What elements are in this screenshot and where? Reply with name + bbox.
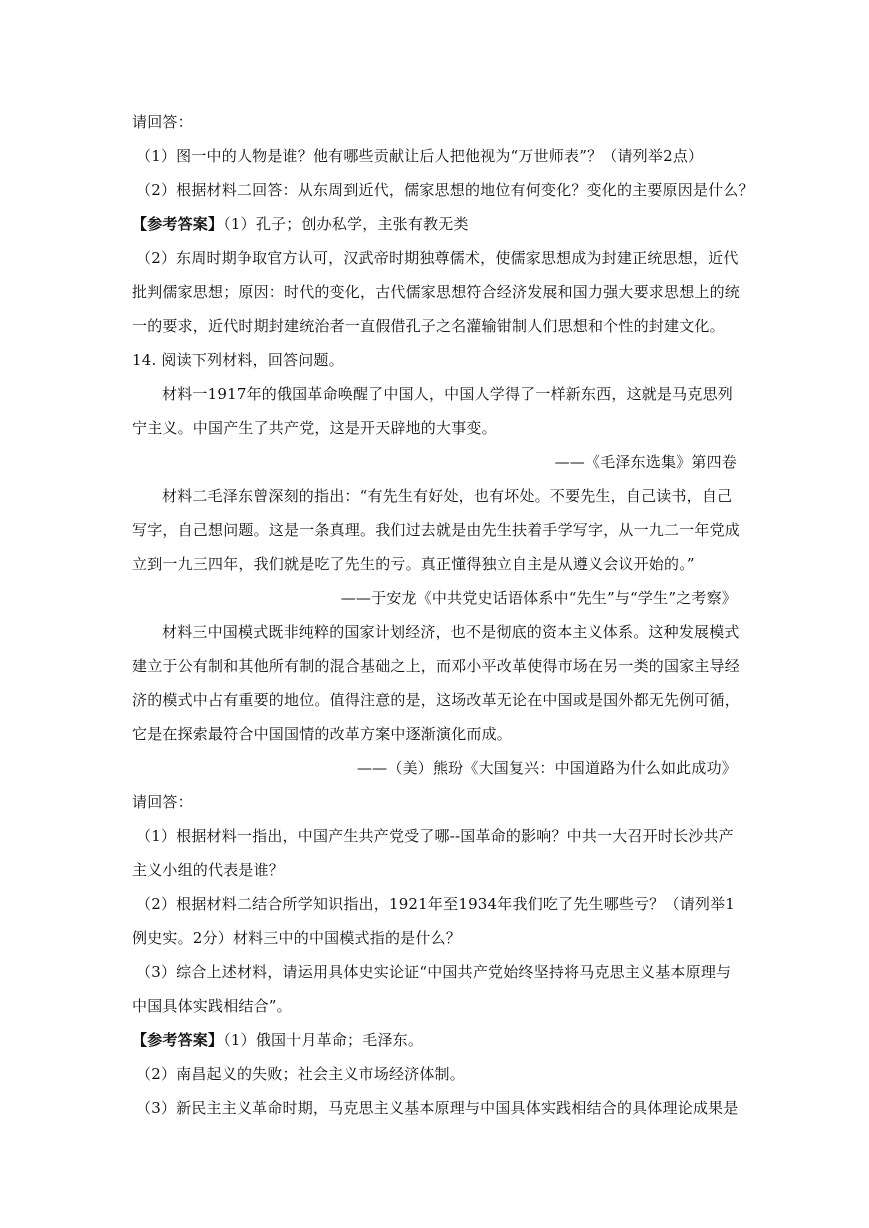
q14-question-1-line: （1）根据材料一指出，中国产生共产党受了哪--国革命的影响？中共一大召开时长沙共产	[136, 827, 734, 845]
q14-question-2-line: 例史实。2分）材料三中的中国模式指的是什么？	[132, 929, 461, 947]
material-1-line: 材料一1917年的俄国革命唤醒了中国人，中国人学得了一样新东西，这就是马克思列	[162, 385, 733, 403]
material-1-source: ——《毛泽东选集》第四卷	[554, 453, 737, 471]
material-2-source: ——于安龙《中共党史话语体系中“先生”与“学生”之考察》	[340, 589, 737, 607]
q14-answer-2: （2）南昌起义的失败；社会主义市场经济体制。	[136, 1065, 465, 1083]
answer-text: （1）孔子；创办私学，主张有教无类	[223, 215, 469, 233]
material-3-line: 建立于公有制和其他所有制的混合基础之上，而邓小平改革使得市场在另一类的国家主导经	[132, 657, 741, 675]
q14-prompt: 请回答：	[132, 793, 193, 811]
q14-answer-1	[132, 1030, 423, 1050]
q13-answer-2-line: 批判儒家思想；原因：时代的变化，古代儒家思想符合经济发展和国力强大要求思想上的统	[132, 283, 741, 301]
answer-label: 【参考答案】	[132, 1031, 224, 1049]
material-2-line: 材料二毛泽东曾深刻的指出：“有先生有好处，也有坏处。不要先生，自己读书，自己	[162, 487, 733, 505]
answer-label: 【参考答案】	[132, 215, 224, 233]
q13-prompt: 请回答：	[132, 113, 193, 131]
material-2-line: 写字，自己想问题。这是一条真理。我们过去就是由先生扶着手学写字，从一九二一年党成	[132, 521, 741, 539]
material-1-line: 宁主义。中国产生了共产党，这是开天辟地的大事变。	[132, 419, 497, 437]
q13-answer-2-line: 一的要求，近代时期封建统治者一直假借孔子之名灌输钳制人们思想和个性的封建文化。	[132, 317, 725, 335]
q14-title: 14. 阅读下列材料，回答问题。	[132, 351, 344, 369]
material-3-source: ——（美）熊玢《大国复兴：中国道路为什么如此成功》	[356, 759, 737, 777]
q14-question-3-line: （3）综合上述材料，请运用具体史实论证“中国共产党始终坚持将马克思主义基本原理与	[136, 963, 732, 981]
q13-answer-1	[132, 214, 469, 234]
q13-answer-2-line: （2）东周时期争取官方认可，汉武帝时期独尊儒术，使儒家思想成为封建正统思想，近代	[136, 249, 739, 267]
material-2-line: 立到一九三四年，我们就是吃了先生的亏。真正懂得独立自主是从遵义会议开始的。”	[132, 555, 695, 573]
q13-question-1: （1）图一中的人物是谁？他有哪些贡献让后人把他视为“万世师表”？（请列举2点）	[136, 147, 704, 165]
material-3-line: 济的模式中占有重要的地位。值得注意的是，这场改革无论在中国或是国外都无先例可循，	[132, 691, 741, 709]
q14-answer-3: （3）新民主主义革命时期，马克思主义基本原理与中国具体实践相结合的具体理论成果是	[136, 1099, 739, 1117]
q13-question-2: （2）根据材料二回答：从东周到近代，儒家思想的地位有何变化？变化的主要原因是什么？	[136, 181, 754, 199]
q14-question-2-line: （2）根据材料二结合所学知识指出，1921年至1934年我们吃了先生哪些亏？（请列举1	[136, 895, 736, 913]
material-3-line: 它是在探索最符合中国国情的改革方案中逐渐演化而成。	[132, 725, 513, 743]
q14-question-1-line: 主义小组的代表是谁？	[132, 861, 285, 879]
material-3-line: 材料三中国模式既非纯粹的国家计划经济，也不是彻底的资本主义体系。这种发展模式	[162, 623, 740, 641]
answer-text: （1）俄国十月革命；毛泽东。	[223, 1031, 424, 1049]
q14-question-3-line: 中国具体实践相结合”。	[132, 997, 292, 1015]
